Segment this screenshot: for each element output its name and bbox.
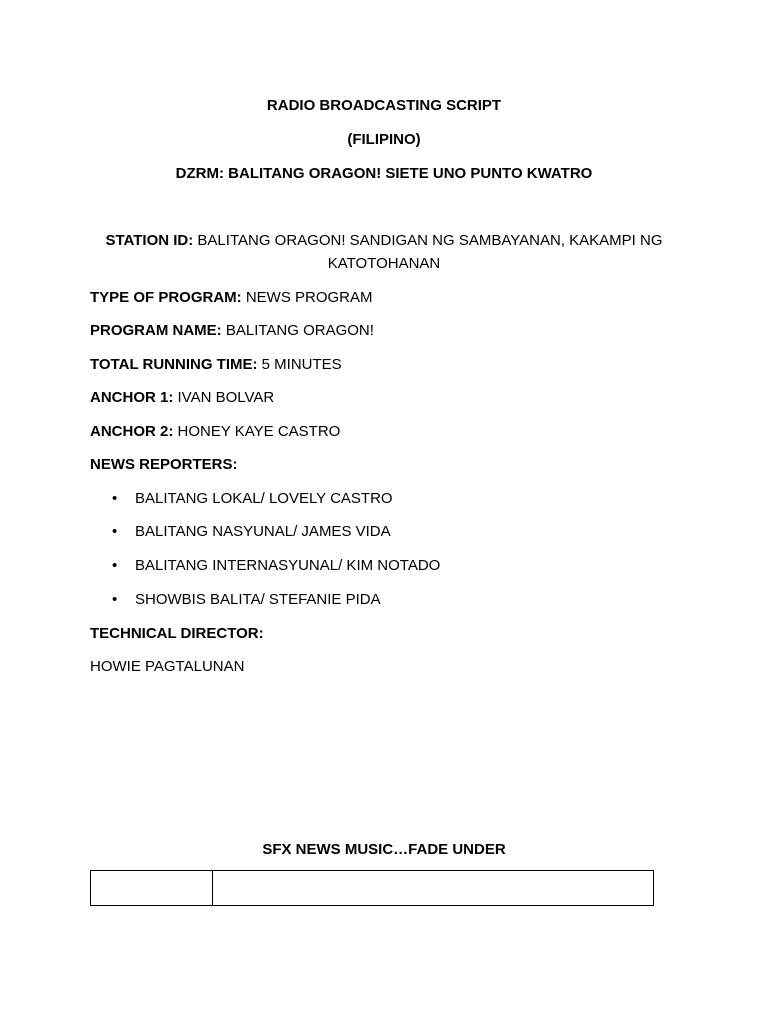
detail-value: 5 MINUTES — [261, 356, 342, 373]
technical-director-value: HOWIE PAGTALUNAN — [90, 658, 245, 675]
station-id-value: BALITANG ORAGON! SANDIGAN NG SAMBAYANAN, KAKAMPI NG KATOTOHANAN — [197, 232, 663, 272]
document-language: (FILIPINO) — [347, 131, 421, 148]
list-item — [112, 490, 393, 508]
detail-value: NEWS PROGRAM — [245, 289, 373, 306]
reporter-text: BALITANG LOKAL/ LOVELY CASTRO — [135, 490, 393, 507]
detail-program-name — [90, 322, 374, 340]
list-item — [112, 591, 381, 609]
reporter-text: BALITANG NASYUNAL/ JAMES VIDA — [135, 523, 391, 540]
detail-total-running-time — [90, 356, 342, 374]
technical-director-label: TECHNICAL DIRECTOR: — [90, 625, 264, 642]
reporter-text: BALITANG INTERNASYUNAL/ KIM NOTADO — [135, 557, 441, 574]
bullet-marker: • — [112, 591, 118, 608]
detail-label: TYPE OF PROGRAM: — [90, 289, 242, 306]
detail-value: BALITANG ORAGON! — [225, 322, 374, 339]
reporter-text: SHOWBIS BALITA/ STEFANIE PIDA — [135, 591, 381, 608]
bullet-marker: • — [112, 523, 118, 540]
detail-label: TOTAL RUNNING TIME: — [90, 356, 258, 373]
detail-label: ANCHOR 1: — [90, 389, 174, 406]
detail-label: PROGRAM NAME: — [90, 322, 222, 339]
list-item — [112, 523, 391, 541]
station-id-label: STATION ID: — [105, 232, 194, 249]
detail-anchor-2 — [90, 423, 340, 441]
document-title: RADIO BROADCASTING SCRIPT — [266, 97, 502, 114]
list-item — [112, 557, 440, 575]
script-table — [90, 870, 654, 906]
table-row — [91, 871, 654, 906]
station-line: DZRM: BALITANG ORAGON! SIETE UNO PUNTO KWATRO — [175, 165, 593, 182]
detail-value: IVAN BOLVAR — [177, 389, 275, 406]
bullet-marker: • — [112, 490, 118, 507]
sfx-cue: SFX NEWS MUSIC…FADE UNDER — [262, 841, 506, 858]
detail-label: ANCHOR 2: — [90, 423, 174, 440]
table-cell-line — [213, 871, 654, 906]
table-cell-speaker — [91, 871, 213, 906]
station-id — [90, 229, 678, 275]
detail-anchor-1 — [90, 389, 274, 407]
bullet-marker: • — [112, 557, 118, 574]
detail-type-of-program — [90, 289, 373, 307]
news-reporters-label: NEWS REPORTERS: — [90, 456, 238, 473]
detail-value: HONEY KAYE CASTRO — [177, 423, 341, 440]
